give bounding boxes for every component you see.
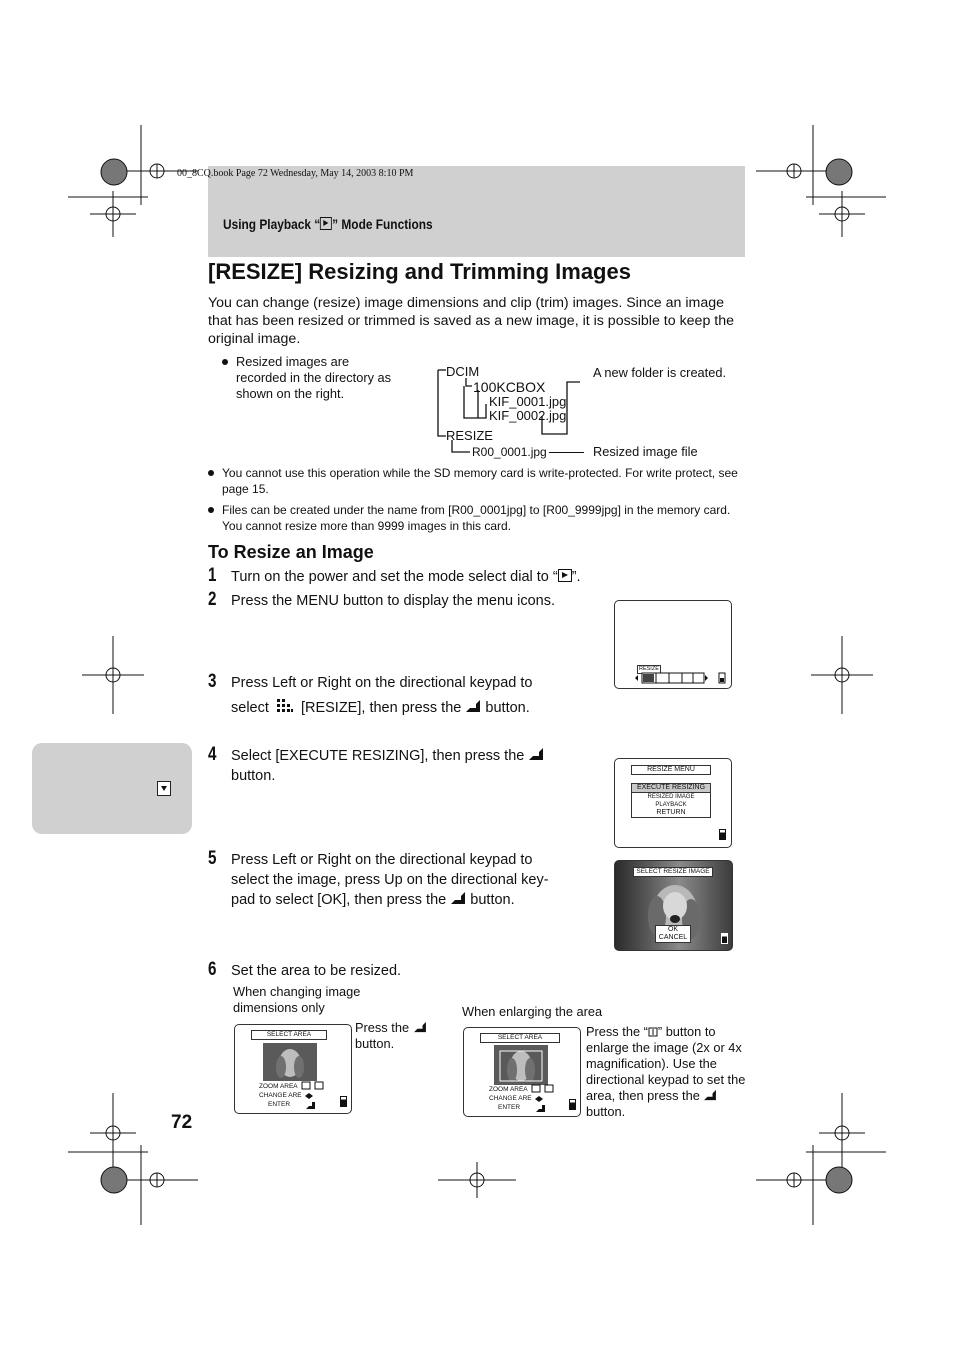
tree-folder: 100KCBOX bbox=[473, 379, 546, 395]
step-2-text: Press the MENU button to display the menu icons. bbox=[231, 593, 555, 609]
resize-icon bbox=[276, 698, 294, 714]
menu-item-return[interactable]: RETURN bbox=[656, 809, 686, 816]
caption-press-enter bbox=[355, 1020, 435, 1052]
step-3-resize-text: [RESIZE], then press the bbox=[300, 700, 462, 716]
step-1-text-b: ”. bbox=[571, 569, 581, 585]
step-3-select: select bbox=[231, 700, 269, 716]
enter-icon bbox=[703, 1090, 717, 1101]
caption-enlarge-desc bbox=[586, 1024, 746, 1120]
enlarge-desc-b: ” button to enlarge the image (2x or 4x magnification). Use the directional keypad to set the area, then press the bbox=[586, 1024, 746, 1103]
directory-note bbox=[222, 354, 396, 402]
enter-label: ENTER bbox=[498, 1104, 521, 1111]
menu-icon-strip bbox=[633, 671, 731, 685]
step-3-line-2 bbox=[231, 698, 530, 718]
resized-file-label: Resized image file bbox=[593, 444, 698, 459]
control-icons bbox=[531, 1084, 565, 1114]
press-enter-button-text: button. bbox=[355, 1036, 395, 1051]
screen-select-area-dims bbox=[234, 1024, 352, 1114]
step-1-text bbox=[231, 567, 581, 587]
step-5-line-3 bbox=[231, 890, 515, 910]
header-band bbox=[208, 166, 745, 257]
note-write-protect-text: You cannot use this operation while the SD memory card is write-protected. For write protect, see page 15. bbox=[222, 466, 738, 496]
step-5-text: pad to select [OK], then press the bbox=[231, 892, 447, 908]
step-6-text: Set the area to be resized. bbox=[231, 963, 402, 979]
control-icons bbox=[301, 1081, 335, 1111]
ok-option[interactable]: OK bbox=[667, 926, 679, 933]
step-2-number: 2 bbox=[208, 589, 217, 610]
menu-icon-label: RESIZE bbox=[639, 666, 659, 672]
step-6-number: 6 bbox=[208, 959, 217, 980]
menu-item-playback[interactable]: RESIZED IMAGE PLAYBACK bbox=[647, 794, 695, 808]
note-file-names-text: Files can be created under the name from [R00_0001jpg] to [R00_9999jpg] in the memory card. You cannot resize more than 9999 images in this card. bbox=[222, 503, 731, 533]
step-5-line-2: select the image, press Up on the directional key- bbox=[231, 872, 549, 888]
section-label-suffix: ” Mode Functions bbox=[332, 216, 433, 232]
enlarge-desc-a: Press the “ bbox=[586, 1024, 648, 1039]
step-4-line-2: button. bbox=[231, 768, 276, 784]
screen-menu-icons bbox=[614, 600, 732, 689]
change-area-label: CHANGE ARE bbox=[259, 1092, 302, 1099]
step-4-line-1 bbox=[231, 746, 544, 766]
enter-label: ENTER bbox=[268, 1101, 291, 1108]
caption-dims-only: When changing image dimensions only bbox=[233, 984, 361, 1015]
bullet-icon bbox=[208, 470, 214, 476]
thumbnail-photo bbox=[263, 1043, 317, 1081]
bullet-icon bbox=[208, 507, 214, 513]
tree-file-1: KIF_0001.jpg bbox=[489, 394, 567, 409]
step-3-line-1: Press Left or Right on the directional keypad to bbox=[231, 675, 533, 691]
battery-icon bbox=[340, 1096, 347, 1107]
page-title: [RESIZE] Resizing and Trimming Images bbox=[208, 259, 631, 284]
step-4-number: 4 bbox=[208, 744, 217, 765]
screen-select-image bbox=[614, 860, 733, 951]
change-area-label: CHANGE ARE bbox=[489, 1095, 532, 1102]
tree-file-2: KIF_0002.jpg bbox=[489, 408, 567, 423]
playback-tab-icon bbox=[157, 781, 171, 796]
ok-cancel-box bbox=[655, 925, 691, 943]
step-3-number: 3 bbox=[208, 671, 217, 692]
tree-resize-file: R00_0001.jpg bbox=[472, 445, 547, 459]
resize-menu-list bbox=[631, 783, 711, 818]
caption-enlarging: When enlarging the area bbox=[462, 1004, 603, 1019]
directory-note-text: Resized images are recorded in the directory as shown on the right. bbox=[236, 354, 392, 401]
enter-icon bbox=[528, 748, 544, 761]
battery-icon bbox=[569, 1099, 576, 1110]
step-5-button-text: button. bbox=[470, 892, 515, 908]
cancel-option[interactable]: CANCEL bbox=[658, 934, 688, 941]
new-folder-label: A new folder is created. bbox=[593, 365, 727, 380]
enter-icon bbox=[413, 1022, 427, 1033]
step-3-button-text: button. bbox=[485, 700, 530, 716]
note-file-names bbox=[208, 502, 745, 534]
step-4-text: Select [EXECUTE RESIZING], then press the bbox=[231, 748, 525, 764]
battery-icon bbox=[719, 829, 726, 840]
enlarge-desc-c: button. bbox=[586, 1104, 626, 1119]
playback-icon bbox=[320, 217, 332, 230]
zoom-area-label: ZOOM AREA bbox=[489, 1086, 528, 1093]
menu-item-execute[interactable]: EXECUTE RESIZING bbox=[632, 784, 710, 793]
battery-icon bbox=[721, 933, 728, 944]
zoom-area-label: ZOOM AREA bbox=[259, 1083, 298, 1090]
select-area-title: SELECT AREA bbox=[480, 1033, 560, 1043]
subheading: To Resize an Image bbox=[208, 542, 374, 562]
zoom-button-icon bbox=[648, 1027, 658, 1037]
screen-select-area-zoom bbox=[463, 1027, 581, 1117]
enter-icon bbox=[450, 892, 466, 905]
intro-paragraph: You can change (resize) image dimensions and clip (trim) images. Since an image that has been resized or trimmed is saved as a new image, it is possible to keep the original image. bbox=[208, 295, 734, 347]
book-info: 00_8CQ.book Page 72 Wednesday, May 14, 2003 8:10 PM bbox=[177, 168, 414, 179]
step-5-number: 5 bbox=[208, 848, 217, 869]
section-label bbox=[223, 216, 433, 232]
page-number: 72 bbox=[171, 1112, 193, 1133]
tree-resize-folder: RESIZE bbox=[446, 428, 493, 443]
resize-menu-title: RESIZE MENU bbox=[631, 765, 711, 775]
step-5-line-1: Press Left or Right on the directional keypad to bbox=[231, 852, 533, 868]
playback-icon bbox=[558, 569, 572, 582]
tree-leader-line bbox=[549, 452, 584, 453]
section-label-prefix: Using Playback “ bbox=[223, 216, 321, 232]
step-1-text-a: Turn on the power and set the mode select dial to “ bbox=[231, 569, 558, 585]
note-write-protect bbox=[208, 465, 745, 497]
enter-icon bbox=[465, 700, 481, 713]
select-area-title: SELECT AREA bbox=[251, 1030, 327, 1040]
press-enter-text: Press the bbox=[355, 1020, 410, 1035]
select-image-title: SELECT RESIZE IMAGE bbox=[633, 867, 713, 877]
bullet-icon bbox=[222, 359, 228, 365]
tree-root: DCIM bbox=[446, 364, 480, 379]
thumbnail-photo bbox=[494, 1045, 548, 1085]
step-1-number: 1 bbox=[208, 565, 217, 586]
screen-resize-menu bbox=[614, 758, 732, 848]
